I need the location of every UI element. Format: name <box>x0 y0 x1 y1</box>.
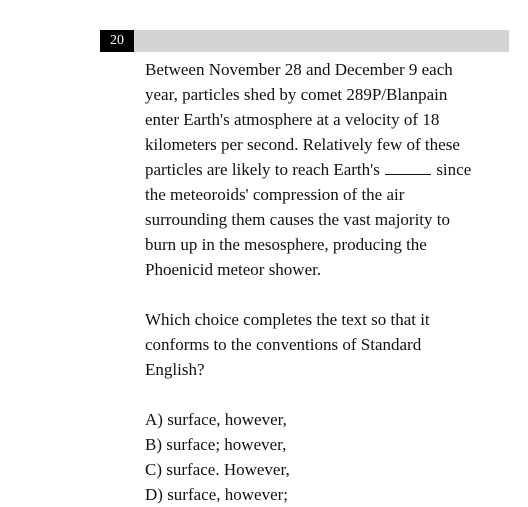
passage-line: enter Earth's atmosphere at a velocity of 18 <box>145 110 440 129</box>
passage <box>145 57 505 282</box>
question-content <box>145 57 505 507</box>
choice-c[interactable]: C) surface. However, <box>145 460 290 479</box>
passage-blank-before: particles are likely to reach Earth's <box>145 160 380 179</box>
passage-line: kilometers per second. Relatively few of these <box>145 135 460 154</box>
passage-line: the meteoroids' compression of the air <box>145 185 405 204</box>
prompt-line: conforms to the conventions of Standard <box>145 335 422 354</box>
passage-line: Between November 28 and December 9 each <box>145 60 453 79</box>
question-header-bar <box>100 30 509 52</box>
prompt-line: Which choice completes the text so that it <box>145 310 430 329</box>
choice-a[interactable]: A) surface, however, <box>145 410 287 429</box>
passage-line: year, particles shed by comet 289P/Blanpain <box>145 85 448 104</box>
prompt-line: English? <box>145 360 205 379</box>
question-prompt <box>145 307 505 382</box>
passage-line: Phoenicid meteor shower. <box>145 260 322 279</box>
passage-line: burn up in the mesosphere, producing the <box>145 235 427 254</box>
passage-line: surrounding them causes the vast majority to <box>145 210 450 229</box>
passage-blank-after: since <box>436 160 472 179</box>
passage-blank-line <box>145 157 505 182</box>
choice-d[interactable]: D) surface, however; <box>145 485 289 504</box>
choice-b[interactable]: B) surface; however, <box>145 435 287 454</box>
answer-choices <box>145 407 505 507</box>
question-number-badge: 20 <box>100 30 134 52</box>
answer-blank <box>385 160 431 175</box>
